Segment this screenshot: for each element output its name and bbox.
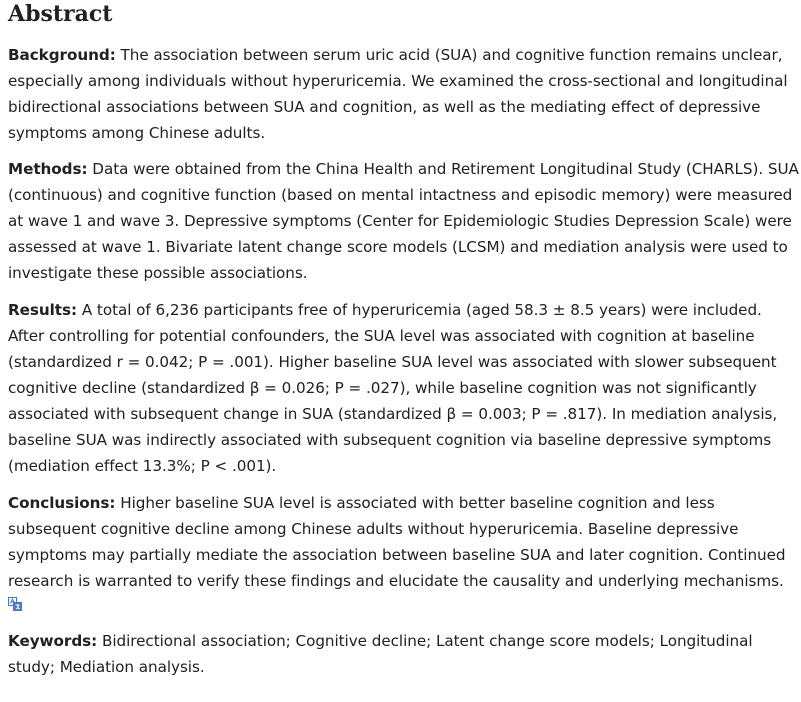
keywords-label: Keywords: (8, 632, 98, 650)
conclusions-text: Higher baseline SUA level is associated with better baseline cognition and less subsequent cognitive decline among Chinese adults without hyperuricemia. Baseline depressive symptoms may partially mediate the association between baseline SUA and later cognition. Continued research is warranted to verify these findings and elucidate the causality and underlying mechanisms. (8, 494, 786, 590)
abstract-title: Abstract (8, 1, 113, 27)
background-text: The association between serum uric acid (SUA) and cognitive function remains unclear, especially among individuals without hyperuricemia. We examined the cross-sectional and longitudinal bidirectional associations between SUA and cognition, as well as the mediating effect of depressive symptoms among Chinese adults. (8, 46, 788, 142)
methods-text: Data were obtained from the China Health and Retirement Longitudinal Study (CHARLS). SUA (continuous) and cognitive function (based on mental intactness and episodic memory) were measured at wave 1 and wave 3. Depressive symptoms (Center for Epidemiologic Studies Depression Scale) were assessed at wave 1. Bivariate latent change score models (LCSM) and mediation analysis were used to investigate these possible associations. (8, 160, 799, 282)
conclusions-paragraph (8, 490, 801, 594)
results-paragraph (8, 297, 801, 479)
methods-label: Methods: (8, 160, 88, 178)
conclusions-label: Conclusions: (8, 494, 116, 512)
methods-paragraph (8, 156, 801, 286)
translate-icon[interactable] (8, 597, 22, 611)
results-label: Results: (8, 301, 78, 319)
background-paragraph (8, 42, 801, 146)
results-text: A total of 6,236 participants free of hyperuricemia (aged 58.3 ± 8.5 years) were included. After controlling for potential confounders, the SUA level was associated with cognition at baseline (standardized r = 0.042; P = .001). Higher baseline SUA level was associated with slower subsequent cognitive decline (standardized β = 0.026; P = .027), while baseline cognition was not significantly associated with subsequent change in SUA (standardized β = 0.003; P = .817). In mediation analysis, baseline SUA was indirectly associated with subsequent cognition via baseline depressive symptoms (mediation effect 13.3%; P < .001). (8, 301, 778, 475)
background-label: Background: (8, 46, 116, 64)
keywords-text: Bidirectional association; Cognitive decline; Latent change score models; Longitudinal study; Mediation analysis. (8, 632, 753, 676)
keywords-paragraph (8, 628, 801, 680)
